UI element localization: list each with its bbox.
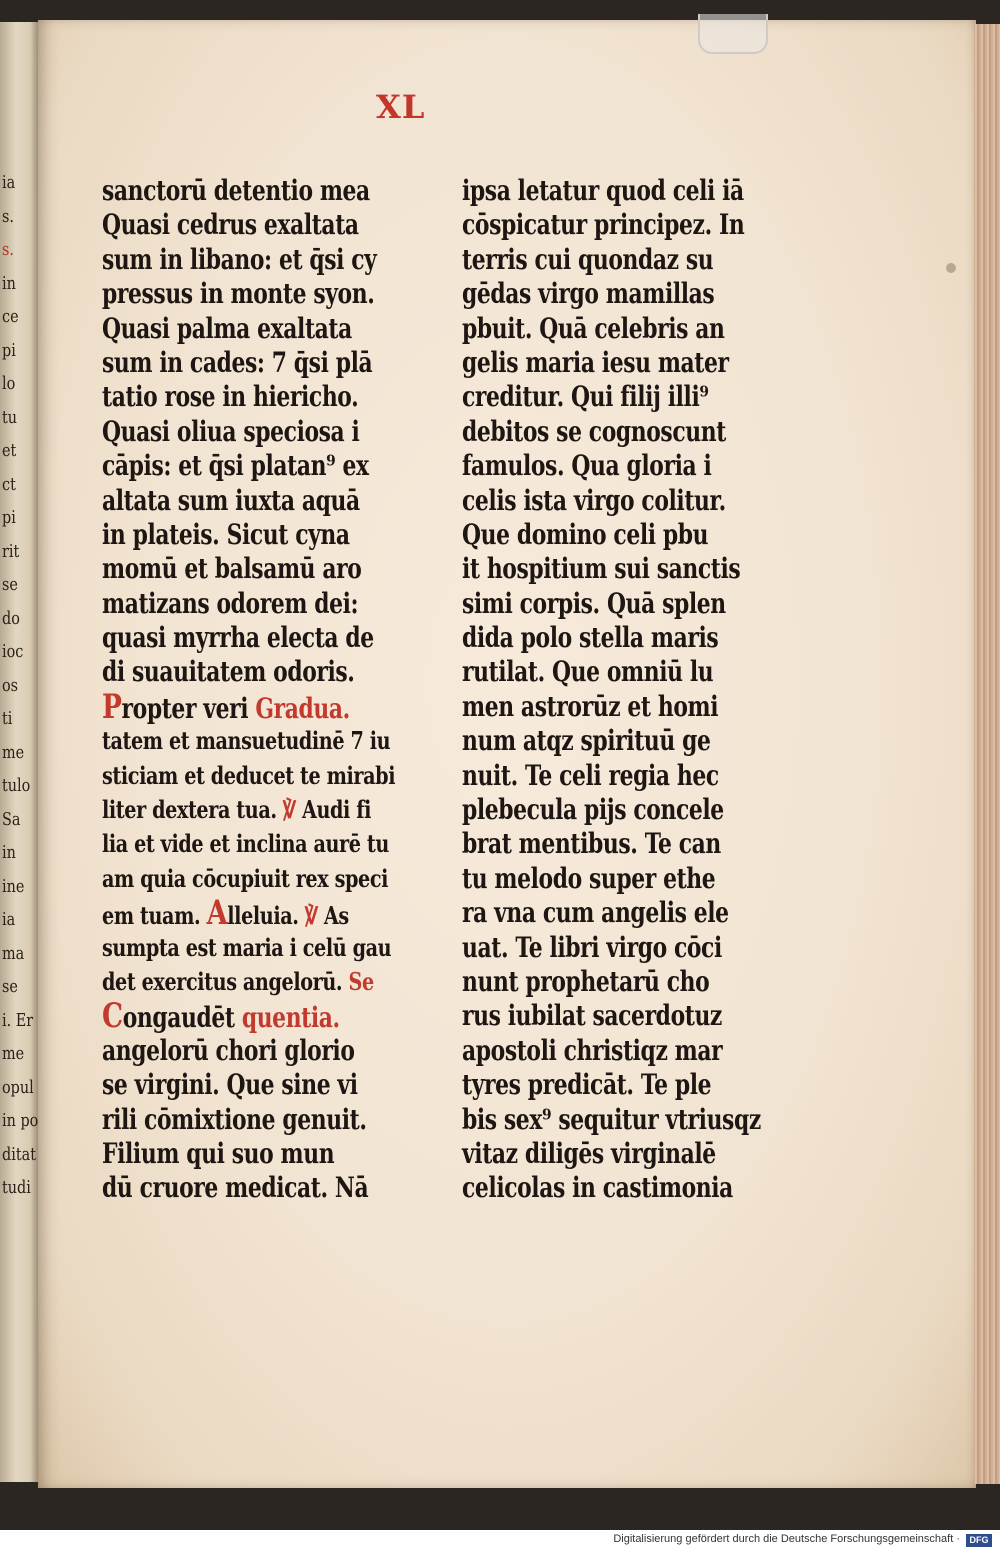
prev-page-fragment: pi	[2, 507, 16, 528]
text-line: quasi myrrha electa de	[102, 621, 374, 655]
prev-page-fragment: in	[2, 842, 16, 863]
verse-mark-2: ℣	[304, 901, 318, 931]
prev-page-fragment: opul	[2, 1076, 34, 1098]
gradual-initial: P	[102, 686, 122, 727]
prev-page-fragment: tulo	[2, 775, 31, 796]
text-line: dū cruore medicat. Nā	[102, 1171, 369, 1205]
text-line: vitaz diligēs virginalē	[462, 1136, 716, 1170]
text-line: sum in libano: et q̄si cy	[102, 242, 377, 276]
page-block-edge	[974, 24, 1000, 1484]
text-line: Que domino celi pbu	[462, 517, 709, 551]
text-line: debitos se cognoscunt	[462, 414, 726, 448]
text-line: sticiam et deducet te mirabi	[102, 760, 396, 790]
prev-page-fragment: Sa	[2, 808, 21, 830]
page-clip	[698, 14, 768, 54]
text-line: nunt prophetarū cho	[462, 964, 710, 998]
text-line: Filium qui suo mun	[102, 1136, 335, 1170]
prev-page-fragment: ditat	[2, 1143, 36, 1165]
right-text-column	[462, 174, 798, 1206]
text-line: matizans odorem dei:	[102, 586, 359, 620]
prev-page-fragment: do	[2, 607, 20, 629]
verse-1-end: em tuam.	[102, 901, 201, 931]
verse-1-start: Audi fi	[301, 795, 371, 825]
prev-page-fragment: tu	[2, 406, 18, 428]
prev-page-fragment: ia	[2, 909, 16, 930]
text-line: terris cui quondaz su	[462, 242, 714, 276]
text-line: altata sum iuxta aquā	[102, 483, 360, 517]
dfg-logo: DFG	[966, 1534, 992, 1547]
book-page	[38, 20, 976, 1488]
text-line: angelorū chori glorio	[102, 1033, 355, 1067]
prev-page-fragment: s.	[2, 239, 14, 260]
prev-page-fragment: ine	[2, 875, 25, 897]
text-line: celicolas in castimonia	[462, 1171, 733, 1205]
sequence-lines	[102, 1034, 442, 1206]
footer-bar	[0, 1530, 1000, 1552]
prev-page-fragment: ioc	[2, 641, 24, 662]
text-line: dida polo stella maris	[462, 621, 719, 655]
text-line: in plateis. Sicut cyna	[102, 517, 350, 551]
verse-1-line: am quia cōcupiuit rex speci	[102, 863, 389, 893]
gradual-lines	[102, 724, 442, 793]
text-line: tyres predicāt. Te ple	[462, 1068, 712, 1102]
text-line: Quasi palma exaltata	[102, 311, 352, 345]
text-line: plebecula pijs concele	[462, 793, 724, 827]
prev-page-fragment: lo	[2, 373, 16, 394]
alleluia-initial: A	[206, 893, 228, 934]
left-text-column	[102, 174, 442, 1206]
text-line: celis ista virgo colitur.	[462, 483, 726, 517]
gradual-label: Gradua.	[255, 691, 350, 725]
sequence-first-text: ongaudēt	[122, 1001, 235, 1035]
text-line: pressus in monte syon.	[102, 277, 375, 311]
sequence-first-line	[102, 996, 367, 1037]
prev-page-fragment: in	[2, 272, 16, 294]
text-line: uat. Te libri virgo cōci	[462, 930, 722, 964]
alleluia-text: lleluia.	[227, 901, 299, 931]
prev-page-fragment: ma	[2, 942, 25, 964]
text-line: gelis maria iesu mater	[462, 345, 729, 379]
text-line: sum in cades: 7 q̄si plā	[102, 345, 373, 379]
sequentia-label-2: quentia.	[241, 1001, 340, 1035]
text-line: sanctorū detentio mea	[102, 174, 370, 207]
prev-page-fragment: tudi	[2, 1177, 31, 1198]
text-line: simi corpis. Quā splen	[462, 586, 726, 620]
text-line: pbuit. Quā celebris an	[462, 311, 725, 345]
text-line: nuit. Te celi regia hec	[462, 758, 719, 792]
footer-credit: Digitalisierung gefördert durch die Deutsche Forschungsgemeinschaft ·	[613, 1533, 960, 1545]
sequence-initial: C	[102, 996, 123, 1037]
text-line: cāpis: et q̄si platan⁹ ex	[102, 449, 369, 483]
text-line: famulos. Qua gloria i	[462, 449, 712, 483]
prev-page-fragment: ia	[2, 172, 16, 193]
text-line: num atqz spirituū ge	[462, 724, 711, 758]
text-line: Quasi oliua speciosa i	[102, 414, 360, 448]
text-line: ipsa letatur quod celi iā	[462, 174, 744, 207]
text-line: tatio rose in hiericho.	[102, 380, 359, 414]
text-line: cōspicatur principez. In	[462, 208, 745, 242]
previous-page-edge	[0, 22, 40, 1482]
text-line: rutilat. Que omniū lu	[462, 655, 714, 689]
gradual-heading-line	[102, 686, 367, 727]
prev-page-fragment: me	[2, 1043, 25, 1064]
text-line: bis sex⁹ sequitur vtriusqz	[462, 1102, 761, 1136]
text-line: it hospitium sui sanctis	[462, 552, 741, 586]
prev-page-fragment: et	[2, 440, 17, 461]
verse-2-end: det exercitus angelorū.	[102, 966, 343, 996]
text-line: men astrorūz et homi	[462, 689, 719, 723]
text-line: di suauitatem odoris.	[102, 655, 355, 689]
alleluia-line	[102, 893, 374, 934]
text-line: gēdas virgo mamillas	[462, 277, 715, 311]
verse-2-start: As	[323, 901, 349, 931]
gradual-last-line: liter dextera tua.	[102, 795, 277, 825]
verse-1-first-line	[102, 793, 374, 827]
text-line: rili cōmixtione genuit.	[102, 1102, 367, 1136]
verse-mark-1: ℣	[282, 795, 296, 825]
text-line: apostoli christiqz mar	[462, 1033, 723, 1067]
sequentia-label-line	[102, 965, 374, 999]
prev-page-fragment: me	[2, 741, 25, 763]
text-line: rus iubilat sacerdotuz	[462, 999, 722, 1033]
text-line: se virgini. Que sine vi	[102, 1068, 358, 1102]
prev-page-fragment: ti	[2, 708, 13, 729]
right-column-lines	[462, 174, 798, 1206]
prev-page-fragment: se	[2, 976, 18, 997]
text-line: ra vna cum angelis ele	[462, 896, 729, 930]
text-line: Quasi cedrus exaltata	[102, 208, 359, 242]
text-line: brat mentibus. Te can	[462, 827, 721, 861]
text-line: tu melodo super ethe	[462, 861, 716, 895]
prev-page-fragment: se	[2, 574, 18, 595]
text-line: tatem et mansuetudinē 7 iu	[102, 726, 391, 756]
prev-page-fragment: pi	[2, 339, 16, 361]
folio-number: XL	[376, 88, 426, 126]
prev-page-fragment: s.	[2, 205, 14, 227]
verse-1-line: lia et vide et inclina aurē tu	[102, 829, 389, 859]
prev-page-fragment: ce	[2, 306, 19, 327]
gradual-first-text: ropter veri	[121, 691, 249, 725]
text-line: momū et balsamū aro	[102, 552, 362, 586]
prev-page-fragment: i. Er	[2, 1009, 34, 1031]
sequentia-label-1: Se	[348, 966, 374, 996]
prev-page-fragment: in po	[2, 1110, 39, 1131]
text-line: creditur. Qui filij illi⁹	[462, 380, 709, 414]
prev-page-fragment: os	[2, 674, 19, 696]
page-hole	[946, 263, 956, 273]
verse-2-line: sumpta est maria i celū gau	[102, 932, 392, 962]
prev-page-fragment: rit	[2, 540, 20, 562]
prev-page-fragment: ct	[2, 473, 16, 495]
left-column-lines	[102, 174, 442, 690]
